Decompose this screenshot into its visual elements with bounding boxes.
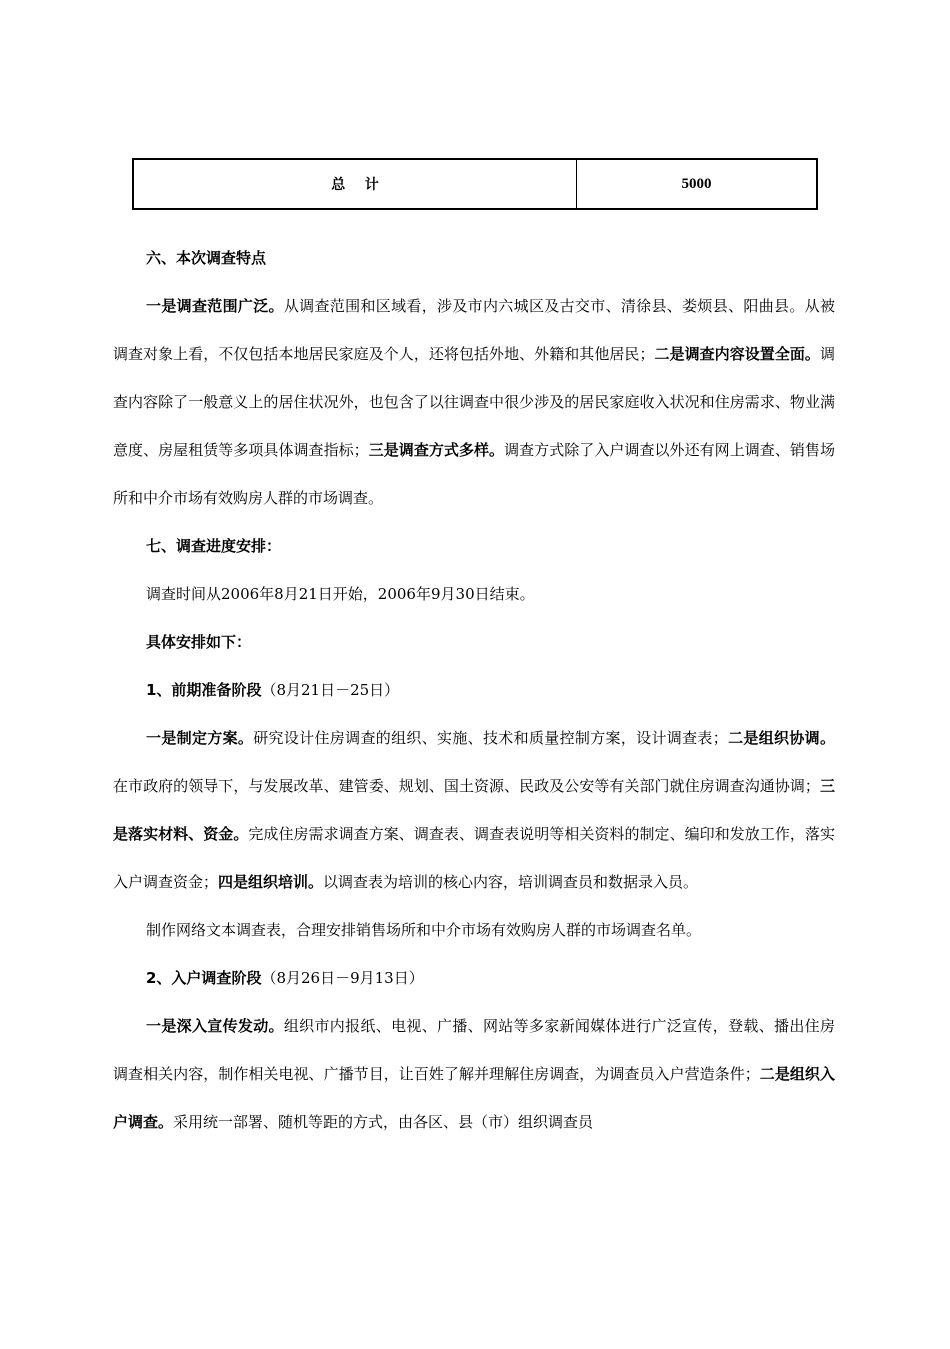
total-value-cell: 5000 bbox=[681, 175, 712, 192]
stage-1-point-3-bold: 三是落实材料、资金。 bbox=[113, 777, 835, 843]
stage-2-point-1-text: 组织市内报纸、电视、广播、网站等多家新闻媒体进行广泛宣传，登载、播出住房调查相关内容，制作相关电视、广播节目，让百姓了解并理解住房调查，为调查员入户营造条件； bbox=[113, 1017, 835, 1083]
stage-1-heading bbox=[113, 666, 835, 714]
stage-1-title: 1、前期准备阶段 bbox=[146, 681, 262, 699]
point-3-text: 调查方式除了入户调查以外还有网上调查、销售场所和中介市场有效购房人群的市场调查。 bbox=[113, 441, 835, 507]
stage-2-point-2-text: 采用统一部署、随机等距的方式，由各区、县（市）组织调查员 bbox=[173, 1113, 594, 1131]
stage-2-title: 2、入户调查阶段 bbox=[146, 969, 262, 987]
total-table bbox=[132, 158, 818, 210]
stage-2-point-1-bold: 一是深入宣传发动。 bbox=[146, 1017, 284, 1035]
stage-1-point-1-bold: 一是制定方案。 bbox=[146, 729, 254, 747]
section-6-heading: 六、本次调查特点 bbox=[146, 249, 267, 267]
stage-1-point-3-text: 完成住房需求调查方案、调查表、调查表说明等相关资料的制定、编印和发放工作，落实入户调查资金； bbox=[113, 825, 835, 891]
point-2-text: 调查内容除了一般意义上的居住状况外，也包含了以往调查中很少涉及的居民家庭收入状况和住房需求、物业满意度、房屋租赁等多项具体调查指标； bbox=[113, 345, 835, 459]
point-1-text: 从调查范围和区域看，涉及市内六城区及古交市、清徐县、娄烦县、阳曲县。从被调查对象上看，不仅包括本地居民家庭及个人，还将包括外地、外籍和其他居民； bbox=[113, 297, 835, 363]
stage-1-extra: 制作网络文本调查表，合理安排销售场所和中介市场有效购房人群的市场调查名单。 bbox=[146, 921, 702, 939]
section-6-paragraph bbox=[113, 282, 835, 522]
stage-1-point-4-text: 以调查表为培训的核心内容，培训调查员和数据录入员。 bbox=[323, 873, 699, 891]
stage-2-dates: （8月26日－9月13日） bbox=[261, 969, 424, 987]
plan-heading: 具体安排如下： bbox=[146, 633, 252, 651]
point-2-bold: 二是调查内容设置全面。 bbox=[654, 345, 820, 363]
stage-1-paragraph bbox=[113, 714, 835, 906]
stage-2-point-2-bold: 二是组织入户调查。 bbox=[113, 1065, 835, 1131]
stage-2-heading bbox=[113, 954, 835, 1002]
stage-1-dates: （8月21日－25日） bbox=[261, 681, 400, 699]
point-3-bold: 三是调查方式多样。 bbox=[368, 441, 505, 459]
stage-1-point-2-text: 在市政府的领导下，与发展改革、建管委、规划、国土资源、民政及公安等有关部门就住房调查沟通协调； bbox=[113, 777, 820, 795]
stage-1-point-2-bold: 二是组织协调。 bbox=[727, 729, 835, 747]
survey-time: 调查时间从2006年8月21日开始，2006年9月30日结束。 bbox=[146, 585, 535, 603]
stage-1-point-4-bold: 四是组织培训。 bbox=[218, 873, 324, 891]
document-body bbox=[113, 234, 835, 1146]
point-1-bold: 一是调查范围广泛。 bbox=[146, 297, 284, 315]
stage-2-paragraph bbox=[113, 1002, 835, 1146]
total-label-cell: 总 计 bbox=[134, 160, 577, 208]
section-7-heading: 七、调查进度安排： bbox=[146, 537, 282, 555]
stage-1-point-1-text: 研究设计住房调查的组织、实施、技术和质量控制方案，设计调查表； bbox=[253, 729, 728, 747]
